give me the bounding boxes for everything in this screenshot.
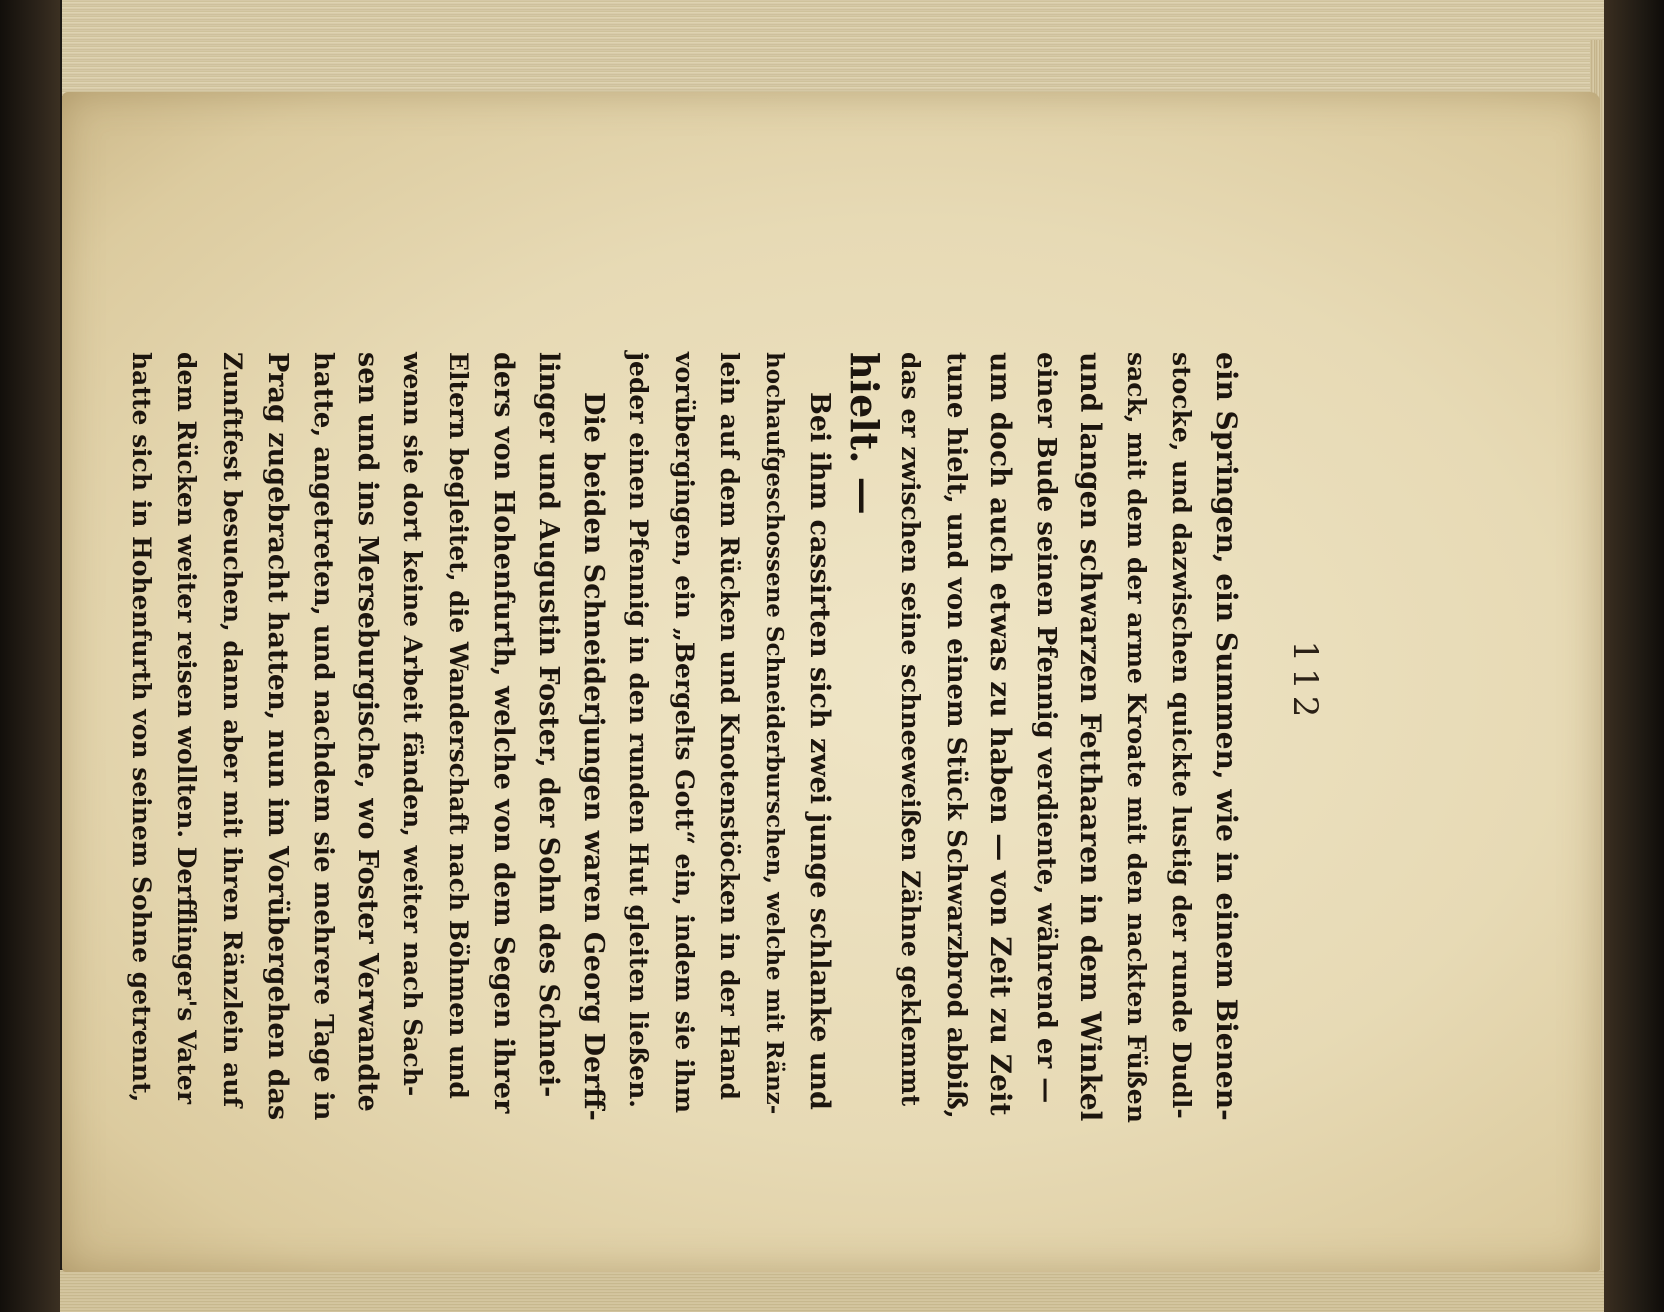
text-line: um doch auch etwas zu haben — von Zeit zu Zeit — [983, 352, 1017, 1116]
text-line: stocke, und dazwischen quickte lustig der runde Dudl- — [1166, 352, 1196, 1119]
text-line: tune hielt, und von einem Stück Schwarzbrod abbiß, — [940, 352, 971, 1119]
text-line: Prag zugebracht hatten, nun im Vorübergehen das — [261, 352, 293, 1121]
text-line: Zunftfest besuchen, dann aber mit ihren Ränzlein auf — [217, 352, 247, 1108]
text-line: Bei ihm cassirten sich zwei junge schlanke und — [804, 392, 836, 1110]
text-line: linger und Augustin Foster, der Sohn des Schnei- — [532, 352, 564, 1098]
text-line: Eltern begleitet, die Wanderschaft nach Böhmen und — [443, 352, 473, 1099]
book-page — [62, 92, 1600, 1272]
book-cover-right — [1604, 0, 1664, 1312]
page-edges-top — [62, 0, 1622, 98]
body-text — [119, 352, 1249, 1122]
rotated-text-block — [127, 232, 1421, 1132]
text-line: Die beiden Schneiderjungen waren Georg Derff- — [578, 392, 610, 1121]
text-line: lein auf dem Rücken und Knotenstöcken in der Hand — [714, 352, 744, 1100]
text-line: das er zwischen seine schneeweißen Zähne geklemmt — [895, 352, 925, 1107]
text-line: und langen schwarzen Fetthaaren in dem Winkel — [1074, 352, 1108, 1122]
text-line: jeder einen Pfennig in den runden Hut gleiten ließen. — [624, 352, 654, 1108]
text-line: sen und ins Merseburgische, wo Foster Verwandte — [352, 352, 384, 1112]
text-line: ein Springen, ein Summen, wie in einem Bienen- — [1210, 352, 1243, 1121]
book-cover-left — [0, 0, 60, 1312]
text-line: sack, mit dem der arme Kroate mit den nackten Füßen — [1121, 352, 1151, 1123]
text-line: hielt. — — [842, 352, 888, 515]
text-line: einer Bude seinen Pfennig verdiente, während er — — [1031, 352, 1062, 1104]
page-edges-bottom — [60, 1270, 1620, 1312]
text-line: ders von Hohenfurth, welche von dem Segen ihrer — [487, 352, 519, 1114]
text-line: hatte sich in Hohenfurth von seinem Sohne getrennt, — [127, 352, 157, 1103]
page-number: 112 — [1285, 640, 1325, 724]
text-line: vorübergingen, ein „Bergelts Gott“ ein, indem sie ihm — [669, 352, 699, 1114]
text-line: hatte, angetreten, und nachdem sie mehrere Tage in — [307, 352, 338, 1121]
text-line: hochaufgeschossene Schneiderburschen, welche mit Ränz- — [760, 352, 788, 1115]
text-line: dem Rücken weiter reisen wollten. Derfflinger's Vater — [172, 352, 202, 1105]
text-line: wenn sie dort keine Arbeit fänden, weiter nach Sach- — [398, 352, 428, 1097]
